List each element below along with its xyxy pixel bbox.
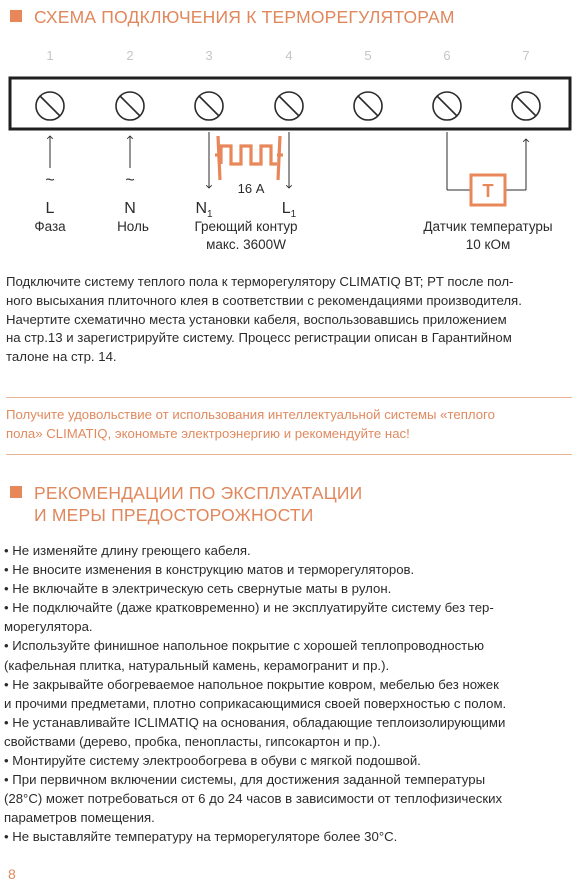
- heating-max-label: макс. 3600W: [206, 237, 286, 252]
- text-line: и прочими предметами, плотно соприкасающимися своей поверхностью с полом.: [4, 695, 507, 711]
- heating-circuit-label: Греющий контур: [194, 219, 298, 234]
- text-line: (28°С) может потребоваться от 6 до 24 часов в зависимости от теплофизических: [4, 791, 503, 807]
- terminal-number: 2: [126, 48, 134, 63]
- list-item: [4, 713, 574, 751]
- section-heading-connection: [10, 6, 455, 28]
- text-line: • Используйте финишное напольное покрытие с хорошей теплопроводностью: [4, 638, 484, 654]
- terminal-number: 4: [285, 48, 293, 63]
- promo-text: [6, 406, 572, 444]
- list-item: [4, 675, 574, 713]
- connection-instructions: [6, 273, 572, 367]
- sensor-symbol: T: [482, 181, 494, 201]
- recommendations-list: [4, 541, 574, 847]
- n1-symbol: $N_1$: [195, 200, 213, 220]
- terminal-number: 6: [443, 48, 451, 63]
- text-line: • Не закрывайте обогреваемое напольное покрытие ковром, мебелью без ножек: [4, 676, 499, 692]
- section-heading-recommendations: [10, 482, 362, 526]
- text-line: Начертите схематично места установки кабеля, воспользовавшись приложением: [6, 311, 507, 327]
- sensor-label: Датчик температуры: [423, 219, 553, 234]
- screw-terminal-icon: [116, 92, 144, 120]
- text-line: морегулятора.: [4, 619, 93, 635]
- text-line: • Не выставляйте температуру на терморегуляторе более 30°С.: [4, 829, 398, 845]
- list-item: [4, 751, 574, 770]
- temperature-sensor-icon: [471, 175, 505, 205]
- phase-symbol: L: [45, 200, 55, 217]
- text-line: • Не включайте в электрическую сеть свернутые маты в рулон.: [4, 581, 392, 597]
- sensor-resistance-label: 10 кОм: [465, 237, 511, 252]
- heating-element-icon: [215, 136, 283, 180]
- terminal-number: 5: [364, 48, 372, 63]
- tilde-symbol: ~: [125, 172, 135, 189]
- text-line: Получите удовольствие от использования интеллектуальной системы «теплого: [6, 407, 495, 422]
- wiring-diagram: [0, 40, 578, 264]
- text-line: • При первичном включении системы, для достижения заданной температуры: [4, 772, 486, 788]
- screw-terminal-icon: [512, 92, 540, 120]
- current-label: 16 А: [237, 181, 265, 196]
- text-line: (кафельная плитка, натуральный камень, керамогранит и пр.).: [4, 657, 390, 673]
- list-item: [4, 827, 574, 846]
- list-item: [4, 541, 574, 560]
- screw-terminal-icon: [195, 92, 223, 120]
- l1-symbol: $L_1$: [281, 200, 297, 220]
- divider: [6, 454, 572, 455]
- text-line: • Не изменяйте длину греющего кабеля.: [4, 543, 251, 558]
- terminal-number: 3: [205, 48, 213, 63]
- page-number: 8: [8, 866, 16, 882]
- text-line: талоне на стр. 14.: [6, 349, 117, 365]
- heading-square-icon: [10, 10, 22, 22]
- phase-label: Фаза: [34, 219, 66, 234]
- text-line: пола» CLIMATIQ, экономьте электроэнергию и рекомендуйте нас!: [6, 425, 410, 441]
- list-item: [4, 770, 574, 827]
- divider: [6, 397, 572, 398]
- tilde-symbol: ~: [45, 172, 55, 189]
- list-item: [4, 598, 574, 636]
- text-line: на стр.13 и зарегистрируйте систему. Процесс регистрации описан в Гарантийном: [6, 330, 512, 346]
- terminal-number: 1: [46, 48, 54, 63]
- screw-terminal-icon: [433, 92, 461, 120]
- text-line: • Монтируйте систему электрообогрева в обуви с мягкой подошвой.: [4, 753, 421, 769]
- screw-terminal-icon: [275, 92, 303, 120]
- neutral-symbol: N: [124, 200, 136, 217]
- text-line: • Не подключайте (даже кратковременно) и не эксплуатируйте систему без тер-: [4, 600, 494, 616]
- text-line: • Не вносите изменения в конструкцию матов и терморегуляторов.: [4, 562, 415, 578]
- terminal-number: 7: [522, 48, 530, 63]
- text-line: • Не устанавливайте ICLIMATIQ на основания, обладающие теплоизолирующими: [4, 714, 506, 730]
- text-line: ного высыхания плиточного клея в соответствии с рекомендациями производителя.: [6, 292, 522, 308]
- list-item: [4, 636, 574, 674]
- screw-terminal-icon: [354, 92, 382, 120]
- list-item: [4, 579, 574, 598]
- neutral-label: Ноль: [117, 219, 149, 234]
- screw-terminal-icon: [36, 92, 64, 120]
- list-item: [4, 560, 574, 579]
- heading-square-icon: [10, 486, 22, 498]
- text-line: параметров помещения.: [4, 810, 155, 826]
- section-title: СХЕМА ПОДКЛЮЧЕНИЯ К ТЕРМОРЕГУЛЯТОРАМ: [34, 7, 455, 27]
- section-title: РЕКОМЕНДАЦИИ ПО ЭКСПЛУАТАЦИИ И МЕРЫ ПРЕДОСТОРОЖНОСТИ: [34, 483, 363, 525]
- text-line: Подключите систему теплого пола к терморегулятору CLIMATIQ BT; PT после пол-: [6, 274, 514, 289]
- text-line: свойствами (дерево, пробка, пенопласты, гипсокартон и пр.).: [4, 733, 381, 749]
